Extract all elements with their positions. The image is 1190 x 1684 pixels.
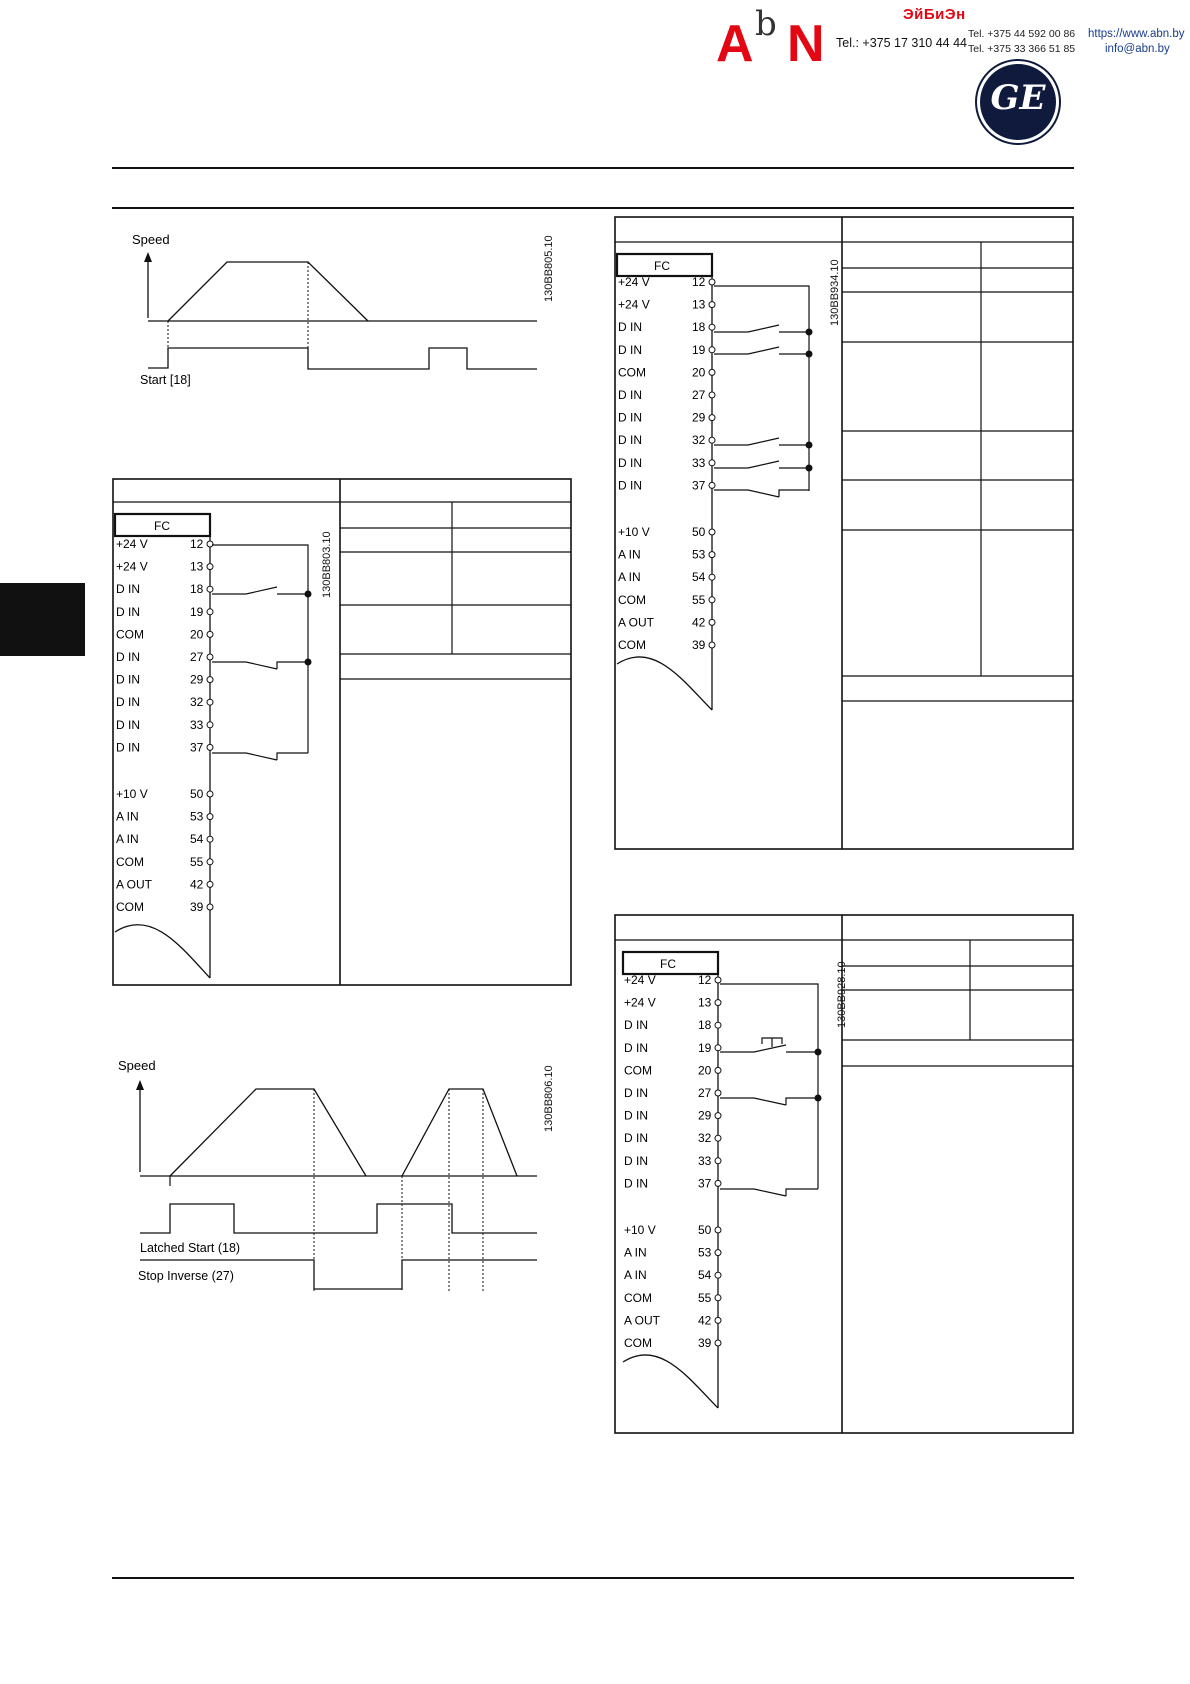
terminal-number: 37 — [692, 478, 706, 493]
terminal-connector — [715, 1135, 721, 1141]
terminal-number: 27 — [190, 650, 204, 664]
terminal-name: A IN — [116, 809, 139, 824]
drawing-code-wrap — [836, 948, 860, 1028]
terminal-number: 13 — [698, 995, 712, 1010]
terminal-number: 20 — [692, 365, 706, 380]
terminal-connector — [709, 302, 715, 308]
terminal-number: 13 — [190, 559, 204, 574]
terminal-number: 54 — [698, 1268, 712, 1283]
latched-start-timing-diagram — [112, 1052, 572, 1302]
terminal-name: +10 V — [618, 525, 650, 539]
terminal-connector — [709, 482, 715, 488]
terminal-connector — [709, 279, 715, 285]
fc-label: FC — [654, 259, 670, 273]
terminal-number: 12 — [190, 537, 204, 551]
terminal-number: 29 — [698, 1108, 712, 1123]
terminal-number: 42 — [692, 615, 706, 630]
terminal-number: 37 — [190, 740, 204, 755]
terminal-name: D IN — [116, 582, 140, 597]
terminal-name: COM — [624, 1290, 652, 1305]
terminal-number: 13 — [692, 297, 706, 312]
terminal-name: +24 V — [116, 559, 148, 574]
terminal-number: 37 — [698, 1176, 712, 1191]
terminal-name: +24 V — [618, 297, 650, 312]
drawing-code: 130BB806.10 — [543, 1065, 555, 1132]
start-signal — [148, 348, 537, 369]
terminal-name: D IN — [618, 455, 642, 470]
terminal-connector — [207, 699, 213, 705]
terminal-name: D IN — [618, 433, 642, 448]
terminal-connector — [715, 1000, 721, 1006]
terminal-connector — [709, 574, 715, 580]
terminal-number: 53 — [698, 1245, 712, 1260]
terminal-number: 53 — [692, 547, 706, 562]
terminal-name: COM — [116, 900, 144, 914]
terminal-connector — [715, 1113, 721, 1119]
fc-label: FC — [660, 957, 676, 971]
speed-ramp-forward — [170, 1089, 366, 1176]
terminal-name: +24 V — [116, 537, 148, 551]
terminal-name: +10 V — [624, 1223, 656, 1237]
terminal-number: 54 — [692, 570, 706, 585]
terminal-number: 42 — [190, 877, 204, 892]
terminal-name: D IN — [624, 1108, 648, 1123]
terminal-list — [618, 275, 715, 652]
drawing-code: 130BB803.10 — [321, 531, 333, 598]
terminal-name: A OUT — [624, 1313, 661, 1328]
terminal-number: 27 — [698, 1086, 712, 1100]
terminal-number: 29 — [692, 410, 706, 425]
terminal-number: 55 — [692, 592, 706, 607]
abn-logo-letter-a: A — [716, 15, 754, 73]
terminal-connector — [207, 859, 213, 865]
terminal-name: D IN — [116, 740, 140, 755]
drawing-code: 130BB805.10 — [543, 235, 555, 302]
terminal-number: 18 — [692, 320, 706, 335]
terminal-connector — [207, 744, 213, 750]
terminal-name: COM — [624, 1063, 652, 1078]
terminal-number: 29 — [190, 672, 204, 687]
terminal-number: 12 — [698, 973, 712, 987]
terminal-number: 18 — [190, 582, 204, 597]
speed-ramp-second — [402, 1089, 517, 1176]
terminal-connector — [715, 1158, 721, 1164]
terminal-connector — [715, 1340, 721, 1346]
terminal-name: +24 V — [624, 973, 656, 987]
terminal-name: D IN — [618, 320, 642, 335]
speed-ramp — [168, 262, 368, 321]
terminal-number: 50 — [692, 525, 706, 539]
main-phone: Tel.: +375 17 310 44 44 — [836, 36, 968, 50]
terminal-connector — [709, 437, 715, 443]
speed-start-timing-diagram — [112, 222, 572, 402]
phone-2: Tel. +375 33 366 51 85 — [968, 43, 1076, 55]
brand-name-ru: ЭйБиЭн — [903, 6, 966, 23]
speed-axis-label: Speed — [118, 1058, 156, 1073]
website-link[interactable]: https://www.abn.by — [1088, 28, 1185, 40]
drawing-code-wrap — [543, 222, 567, 302]
terminal-name: D IN — [618, 342, 642, 357]
terminal-number: 42 — [698, 1313, 712, 1328]
section-rule — [112, 207, 1074, 209]
terminal-connector — [207, 677, 213, 683]
terminal-connector — [715, 1022, 721, 1028]
terminal-name: A IN — [618, 570, 641, 585]
terminal-number: 55 — [190, 854, 204, 869]
terminal-name: D IN — [624, 1176, 648, 1191]
speed-axis-label: Speed — [132, 232, 170, 247]
terminal-connector — [715, 977, 721, 983]
terminal-name: D IN — [624, 1131, 648, 1146]
terminal-number: 39 — [190, 900, 204, 914]
terminal-name: D IN — [116, 604, 140, 619]
start-signal-label: Start [18] — [140, 373, 191, 387]
footer-rule — [112, 1577, 1074, 1579]
terminal-connector — [715, 1067, 721, 1073]
terminal-connector — [715, 1090, 721, 1096]
terminal-connector — [709, 642, 715, 648]
terminal-connector — [207, 881, 213, 887]
stop-inverse-label: Stop Inverse (27) — [138, 1269, 234, 1283]
terminal-number: 32 — [190, 695, 204, 710]
terminal-number: 33 — [190, 717, 204, 732]
abn-logo-letter-b: b — [755, 4, 777, 44]
drawing-code-wrap — [321, 518, 345, 598]
terminal-connector — [715, 1250, 721, 1256]
terminal-connector — [207, 631, 213, 637]
drawing-code: 130BB928.10 — [836, 961, 848, 1028]
terminal-connector — [709, 529, 715, 535]
terminal-connector — [207, 609, 213, 615]
terminal-name: +10 V — [116, 787, 148, 801]
terminal-name: A OUT — [116, 877, 153, 892]
terminal-name: D IN — [618, 478, 642, 493]
terminal-connector — [709, 392, 715, 398]
terminal-number: 19 — [190, 604, 204, 619]
terminal-number: 20 — [698, 1063, 712, 1078]
terminal-number: 55 — [698, 1290, 712, 1305]
terminal-name: +24 V — [624, 995, 656, 1010]
terminal-connector — [715, 1295, 721, 1301]
drawing-code-wrap — [829, 246, 853, 326]
terminal-connector — [709, 597, 715, 603]
latched-start-signal — [140, 1204, 537, 1233]
fc-label: FC — [154, 519, 170, 533]
phone-1: Tel. +375 44 592 00 86 — [968, 28, 1076, 40]
terminal-connector — [715, 1227, 721, 1233]
terminal-number: 20 — [190, 627, 204, 642]
terminal-name: D IN — [618, 388, 642, 402]
terminal-name: A IN — [618, 547, 641, 562]
email-link[interactable]: info@abn.by — [1105, 43, 1170, 55]
terminal-connector — [709, 619, 715, 625]
terminal-connector — [207, 791, 213, 797]
ge-logo — [980, 64, 1056, 140]
terminal-name: COM — [116, 854, 144, 869]
terminal-connector — [207, 904, 213, 910]
ge-logo-text: GE — [990, 78, 1046, 118]
terminal-connector — [207, 564, 213, 570]
terminal-number: 19 — [698, 1040, 712, 1055]
terminal-connector — [715, 1317, 721, 1323]
abn-logo-letter-n: N — [787, 15, 825, 73]
terminal-connector — [207, 722, 213, 728]
terminal-connector — [709, 415, 715, 421]
terminal-name: A OUT — [618, 615, 655, 630]
terminal-name: D IN — [624, 1153, 648, 1168]
terminal-name: D IN — [116, 717, 140, 732]
terminal-list — [624, 973, 721, 1350]
terminal-connector — [709, 347, 715, 353]
terminal-name: COM — [624, 1336, 652, 1350]
terminal-connector — [715, 1272, 721, 1278]
drawing-code: 130BB934.10 — [829, 259, 841, 326]
terminal-name: D IN — [618, 410, 642, 425]
terminal-name: +24 V — [618, 275, 650, 289]
terminal-name: D IN — [116, 650, 140, 664]
terminal-connector — [715, 1045, 721, 1051]
terminal-number: 33 — [692, 455, 706, 470]
terminal-number: 19 — [692, 342, 706, 357]
terminal-connector — [715, 1180, 721, 1186]
terminal-connector — [207, 814, 213, 820]
terminal-connector — [709, 460, 715, 466]
terminal-number: 32 — [698, 1131, 712, 1146]
terminal-connector — [207, 654, 213, 660]
terminal-connector — [207, 836, 213, 842]
terminal-connector — [207, 541, 213, 547]
terminal-name: COM — [618, 638, 646, 652]
terminal-name: COM — [618, 592, 646, 607]
latched-start-label: Latched Start (18) — [140, 1241, 241, 1255]
terminal-name: D IN — [624, 1018, 648, 1033]
terminal-number: 53 — [190, 809, 204, 824]
terminal-connector — [709, 552, 715, 558]
terminal-number: 32 — [692, 433, 706, 448]
terminal-number: 39 — [698, 1336, 712, 1350]
terminal-name: COM — [618, 365, 646, 380]
terminal-number: 18 — [698, 1018, 712, 1033]
terminal-list — [116, 537, 213, 914]
terminal-number: 27 — [692, 388, 706, 402]
terminal-number: 33 — [698, 1153, 712, 1168]
terminal-connector — [709, 369, 715, 375]
terminal-connector — [709, 324, 715, 330]
speed-axis-arrow — [144, 252, 152, 262]
terminal-number: 50 — [190, 787, 204, 801]
terminal-number: 39 — [692, 638, 706, 652]
terminal-name: A IN — [624, 1268, 647, 1283]
drawing-code-wrap — [543, 1052, 567, 1132]
terminal-name: A IN — [116, 832, 139, 847]
terminal-number: 12 — [692, 275, 706, 289]
terminal-connector — [207, 586, 213, 592]
terminal-name: COM — [116, 627, 144, 642]
terminal-name: D IN — [116, 695, 140, 710]
header-rule — [112, 167, 1074, 169]
terminal-number: 50 — [698, 1223, 712, 1237]
terminal-name: D IN — [116, 672, 140, 687]
terminal-number: 54 — [190, 832, 204, 847]
terminal-name: D IN — [624, 1086, 648, 1100]
chapter-side-tab — [0, 583, 85, 656]
terminal-name: D IN — [624, 1040, 648, 1055]
terminal-name: A IN — [624, 1245, 647, 1260]
